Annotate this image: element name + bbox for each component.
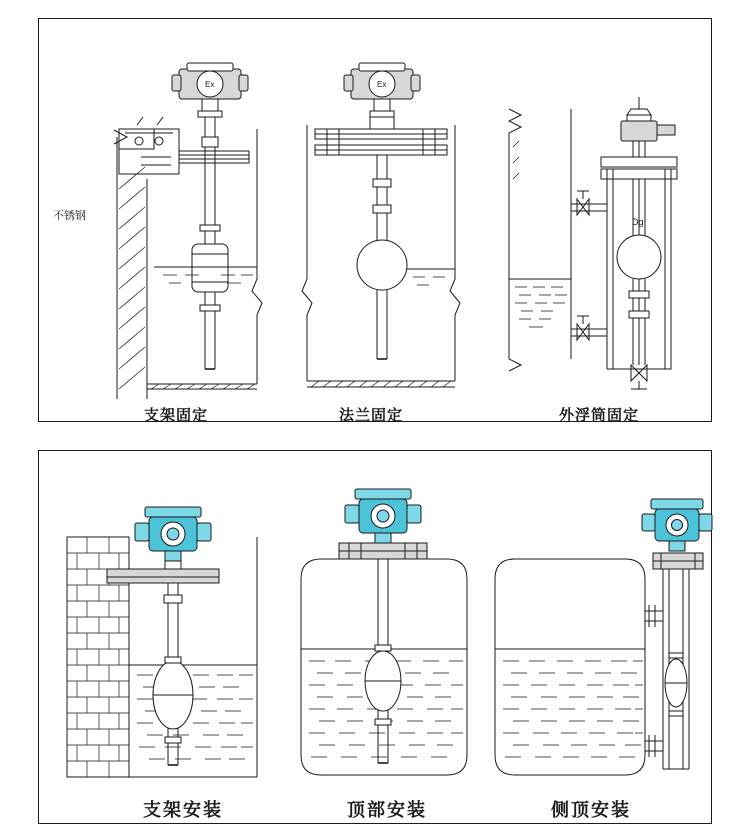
side-nozzles (645, 605, 663, 757)
transmitter-head-icon (172, 63, 248, 117)
svg-text:Ex: Ex (377, 80, 387, 89)
level-probe (153, 583, 193, 765)
caption-flange-fixed: 法兰固定 (339, 407, 404, 424)
caption-side-top-mount: 侧顶安装 (551, 800, 631, 820)
figure-top-mount (287, 469, 482, 789)
annotation-stainless-steel: 不锈钢 (53, 210, 86, 222)
process-connections (571, 191, 607, 340)
caption-bracket-fixed: 支架固定 (144, 407, 209, 424)
liquid-level (129, 665, 257, 759)
figure-external-chamber-fixed (489, 29, 699, 399)
tank-outline (495, 559, 645, 775)
diagram-panel-bottom (38, 450, 712, 824)
wall-bracket (119, 117, 249, 174)
external-chamber (601, 157, 677, 369)
caption-external-chamber-fixed: 外浮筒固定 (559, 407, 640, 424)
transmitter-head-icon (345, 489, 421, 543)
svg-text:Ex: Ex (205, 80, 215, 89)
caption-top-mount: 顶部安装 (347, 800, 427, 820)
figure-bracket-mount (61, 469, 276, 789)
liquid-level (407, 269, 455, 285)
diagram-panel-top (38, 18, 712, 422)
vessel-liquid (509, 279, 571, 327)
flange-mount (315, 117, 447, 155)
figure-bracket-fixed (53, 29, 274, 399)
flange-mount (653, 553, 703, 569)
caption-bracket-mount: 支架安装 (143, 800, 223, 820)
transmitter-head-icon (642, 499, 712, 551)
svg-text:Dg: Dg (632, 217, 644, 227)
vessel-outline (509, 109, 571, 371)
transmitter-head-icon (135, 507, 211, 561)
liquid-level (495, 649, 645, 757)
level-probe (365, 559, 401, 763)
level-probe (357, 155, 407, 359)
transmitter-head-icon (344, 63, 420, 117)
figure-side-top-mount (487, 469, 702, 789)
chamber-head-icon (621, 97, 675, 157)
external-chamber (663, 569, 689, 769)
flange-mount (339, 543, 427, 559)
figure-flange-fixed (289, 29, 489, 399)
